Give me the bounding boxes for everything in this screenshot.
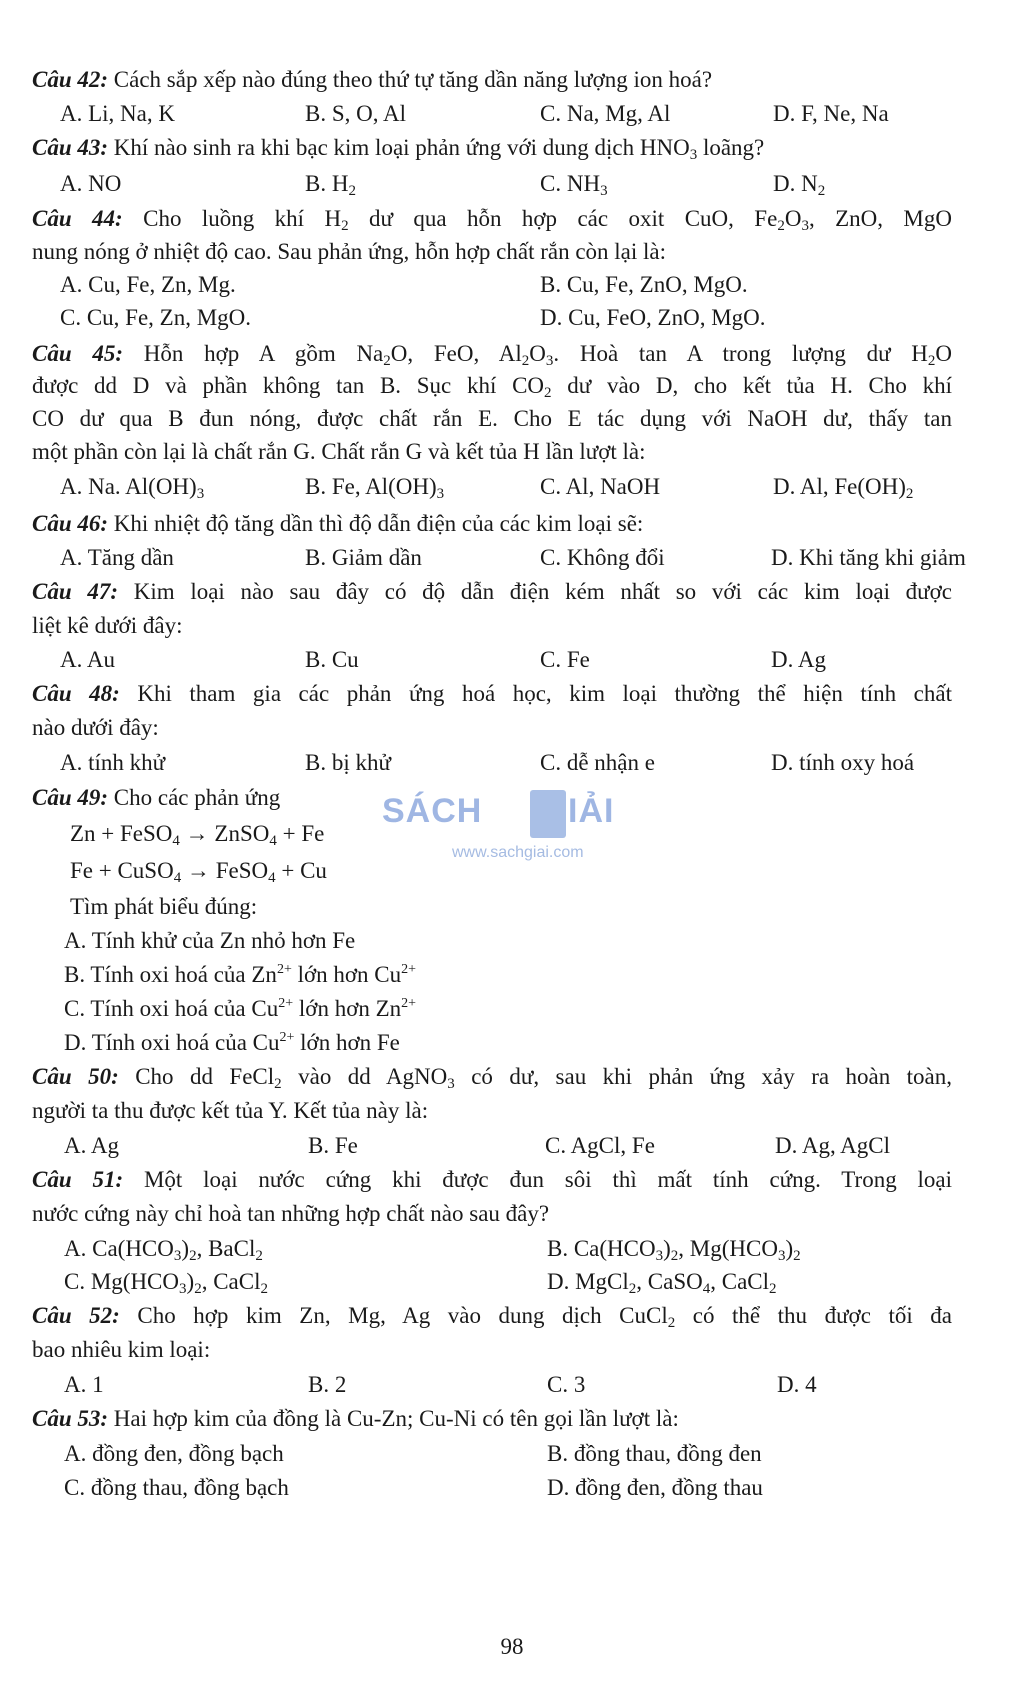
question-text: O <box>784 206 802 231</box>
question-label: Câu 46: <box>32 511 109 536</box>
option-a: A. $Ca(HCO_3)_2$, BaCl$_2$ <box>64 1236 263 1264</box>
question-text-line: CO dư qua B đun nóng, được chất rắn E. Cho E tác dụng với NaOH dư, thấy tan <box>32 406 952 431</box>
question-46 <box>32 510 643 538</box>
question-text-line: nước cứng này chỉ hoà tan những hợp chất nào sau đây? <box>32 1201 550 1226</box>
question-text-line: liệt kê dưới đây: <box>32 613 183 638</box>
question-label: Câu 53: <box>32 1406 109 1431</box>
page-number: 98 <box>500 1634 524 1659</box>
question-text: Một loại nước cứng khi được đun sôi thì mất tính cứng. Trong loại <box>123 1167 953 1192</box>
option-c: C. Fe <box>540 647 590 672</box>
option-a: A. NO <box>60 171 122 196</box>
subscript: 2 <box>383 353 391 369</box>
option-text: lớn hơn Fe <box>294 1030 400 1055</box>
option-a <box>60 473 204 501</box>
option-c: C. đồng thau, đồng bạch <box>64 1475 289 1500</box>
option-a: A. Au <box>60 647 115 672</box>
subscript: 3 <box>689 147 698 163</box>
question-text: , ZnO, MgO <box>808 206 952 231</box>
subscript: 2 <box>667 1315 676 1331</box>
question-text: có dư, sau khi phản ứng xảy ra hoàn toàn, <box>454 1064 953 1089</box>
question-44 <box>32 205 952 233</box>
question-text: vào dd AgNO <box>281 1064 448 1089</box>
question-label: Câu 42: <box>32 67 109 92</box>
option-c: C. Cu, Fe, Zn, MgO. <box>60 305 252 330</box>
question-text: có thể thu được tối đa <box>675 1303 952 1328</box>
question-47 <box>32 578 952 606</box>
option-b <box>305 473 444 501</box>
option-text: lớn hơn Cu <box>291 962 402 987</box>
question-49 <box>32 784 280 812</box>
question-label: Câu 43: <box>32 135 109 160</box>
question-48 <box>32 680 952 708</box>
option-a: A. Cu, Fe, Zn, Mg. <box>60 272 236 297</box>
question-51 <box>32 1166 952 1194</box>
subscript: 2 <box>341 218 349 234</box>
question-text: được dd D và phần không tan B. Sục khí CO <box>32 373 545 398</box>
option-a: A. tính khử <box>60 750 166 775</box>
subscript: 2 <box>777 218 785 234</box>
subscript: 2 <box>348 183 356 199</box>
subscript: 3 <box>801 218 809 234</box>
option-c: C. $Mg(HCO_3)_2$, CaCl$_2$ <box>64 1269 268 1297</box>
subscript: 2 <box>817 183 826 199</box>
option-d <box>773 473 913 501</box>
option-text: D. N <box>773 171 818 196</box>
option-text: C. NH <box>540 171 601 196</box>
option-c: C. Không đổi <box>540 545 665 570</box>
question-label: Câu 47: <box>32 579 119 604</box>
option-b: B. Cu, Fe, ZnO, MgO. <box>540 272 748 297</box>
option-d: D. F, Ne, Na <box>773 101 889 126</box>
question-label: Câu 50: <box>32 1064 119 1089</box>
option-text: lớn hơn Zn <box>293 996 402 1021</box>
option-a: A. Li, Na, K <box>60 101 175 126</box>
watermark-logo <box>382 790 632 870</box>
question-text: Cho các phản ứng <box>108 785 281 810</box>
superscript: 2+ <box>401 996 417 1011</box>
subscript: 2 <box>521 353 530 369</box>
question-text: dư qua hỗn hợp các oxit CuO, Fe <box>348 206 778 231</box>
subscript: 3 <box>545 353 554 369</box>
subscript: 2 <box>274 1076 282 1092</box>
question-prompt: Tìm phát biểu đúng: <box>70 894 258 919</box>
option-c: C. Al, NaOH <box>540 474 661 499</box>
superscript: 2+ <box>276 962 292 977</box>
option-text: D. Al, Fe(OH) <box>773 474 906 499</box>
question-text: Cho dd FeCl <box>118 1064 275 1089</box>
option-b: B. đồng thau, đồng đen <box>547 1441 762 1466</box>
option-c: C. 3 <box>547 1372 586 1397</box>
option-text: B. Tính oxi hoá của Zn <box>64 962 277 987</box>
option-a: A. 1 <box>64 1372 104 1397</box>
superscript: 2+ <box>279 1030 295 1045</box>
option-b <box>64 961 416 989</box>
subscript: 2 <box>544 385 552 401</box>
option-text: B. Fe, Al(OH) <box>305 474 437 499</box>
option-a: A. đồng đen, đồng bạch <box>64 1441 284 1466</box>
superscript: 2+ <box>278 996 294 1011</box>
question-53 <box>32 1405 679 1433</box>
question-text: Hai hợp kim của đồng là Cu-Zn; Cu-Ni có tên gọi lần lượt là: <box>108 1406 679 1431</box>
question-label: Câu 49: <box>32 785 109 810</box>
watermark-text: SÁCH <box>382 792 483 830</box>
question-text: O <box>935 341 953 366</box>
question-text: O, FeO, Al <box>390 341 522 366</box>
question-text: loãng? <box>697 135 765 160</box>
question-label: Câu 44: <box>32 206 123 231</box>
option-d <box>64 1029 400 1057</box>
question-text: O <box>529 341 546 366</box>
question-text-line: người ta thu được kết tủa Y. Kết tủa này là: <box>32 1098 429 1123</box>
question-text-line <box>32 372 952 400</box>
option-b <box>305 170 356 198</box>
option-text: A. Na. Al(OH) <box>60 474 197 499</box>
option-d <box>773 170 825 198</box>
option-b: B. S, O, Al <box>305 101 406 126</box>
question-text: dư vào D, cho kết tủa H. Cho khí <box>551 373 953 398</box>
reaction-text: Zn + FeSO$_4$ → ZnSO$_4$ + Fe <box>70 821 325 849</box>
question-43 <box>32 134 764 162</box>
option-d: D. MgCl$_2$, CaSO$_4$, CaCl$_2$ <box>547 1269 777 1297</box>
subscript: 3 <box>600 183 608 199</box>
option-text: C. Tính oxi hoá của Cu <box>64 996 279 1021</box>
question-text-line: nung nóng ở nhiệt độ cao. Sau phản ứng, hỗn hợp chất rắn còn lại là: <box>32 239 667 264</box>
question-text: Khi tham gia các phản ứng hoá học, kim loại thường thể hiện tính chất <box>119 681 952 706</box>
question-52 <box>32 1302 952 1330</box>
option-c: C. Na, Mg, Al <box>540 101 671 126</box>
question-50 <box>32 1063 952 1091</box>
option-b: B. Giảm dần <box>305 545 422 570</box>
option-text: B. H <box>305 171 349 196</box>
reaction-1 <box>70 820 324 848</box>
question-label: Câu 48: <box>32 681 120 706</box>
option-d: D. đồng đen, đồng thau <box>547 1475 763 1500</box>
watermark-url: www.sachgiai.com <box>452 844 584 861</box>
question-42 <box>32 66 712 94</box>
subscript: 3 <box>447 1076 455 1092</box>
option-b: B. 2 <box>308 1372 347 1397</box>
subscript: 2 <box>927 353 936 369</box>
option-b: B. Cu <box>305 647 359 672</box>
question-text: Khí nào sinh ra khi bạc kim loại phản ứng với dung dịch HNO <box>108 135 690 160</box>
watermark-g-icon <box>530 790 566 838</box>
question-text: Kim loại nào sau đây có độ dẫn điện kém nhất so với các kim loại được <box>118 579 953 604</box>
option-d: D. Ag <box>771 647 826 672</box>
question-text-line: một phần còn lại là chất rắn G. Chất rắn G và kết tủa H lần lượt là: <box>32 439 646 464</box>
question-text: . Hoà tan A trong lượng dư H <box>553 341 928 366</box>
option-c: C. dễ nhận e <box>540 750 655 775</box>
option-d: D. Cu, FeO, ZnO, MgO. <box>540 305 766 330</box>
option-a: A. Ag <box>64 1133 119 1158</box>
subscript: 3 <box>436 486 445 502</box>
subscript: 2 <box>905 486 914 502</box>
question-label: Câu 45: <box>32 341 124 366</box>
option-b: B. bị khử <box>305 750 391 775</box>
option-c: C. AgCl, Fe <box>545 1133 655 1158</box>
option-d: D. 4 <box>777 1372 817 1397</box>
option-b: B. $Ca(HCO_3)_2$, $Mg(HCO_3)_2$ <box>547 1236 801 1264</box>
subscript: 3 <box>196 486 205 502</box>
option-d: D. Ag, AgCl <box>775 1133 891 1158</box>
option-c <box>540 170 608 198</box>
superscript: 2+ <box>401 962 417 977</box>
question-text: Cách sắp xếp nào đúng theo thứ tự tăng dần năng lượng ion hoá? <box>108 67 713 92</box>
option-b: B. Fe <box>308 1133 358 1158</box>
question-text: Cho luồng khí H <box>122 206 342 231</box>
question-text: Hỗn hợp A gồm Na <box>123 341 384 366</box>
watermark-text: IẢI <box>568 792 615 830</box>
reaction-text: Fe + CuSO$_4$ → FeSO$_4$ + Cu <box>70 858 327 886</box>
question-label: Câu 52: <box>32 1303 120 1328</box>
option-a: A. Tăng dần <box>60 545 174 570</box>
question-text: Khi nhiệt độ tăng dần thì độ dẫn điện của các kim loại sẽ: <box>108 511 644 536</box>
option-c <box>64 995 416 1023</box>
reaction-2 <box>70 857 327 885</box>
question-label: Câu 51: <box>32 1167 124 1192</box>
option-text: D. Tính oxi hoá của Cu <box>64 1030 280 1055</box>
question-45 <box>32 340 952 368</box>
option-d: D. tính oxy hoá <box>771 750 915 775</box>
question-text: Cho hợp kim Zn, Mg, Ag vào dung dịch CuCl <box>119 1303 668 1328</box>
question-text-line: bao nhiêu kim loại: <box>32 1337 211 1362</box>
option-d: D. Khi tăng khi giảm <box>771 545 966 570</box>
option-a: A. Tính khử của Zn nhỏ hơn Fe <box>64 928 356 953</box>
question-text-line: nào dưới đây: <box>32 715 159 740</box>
